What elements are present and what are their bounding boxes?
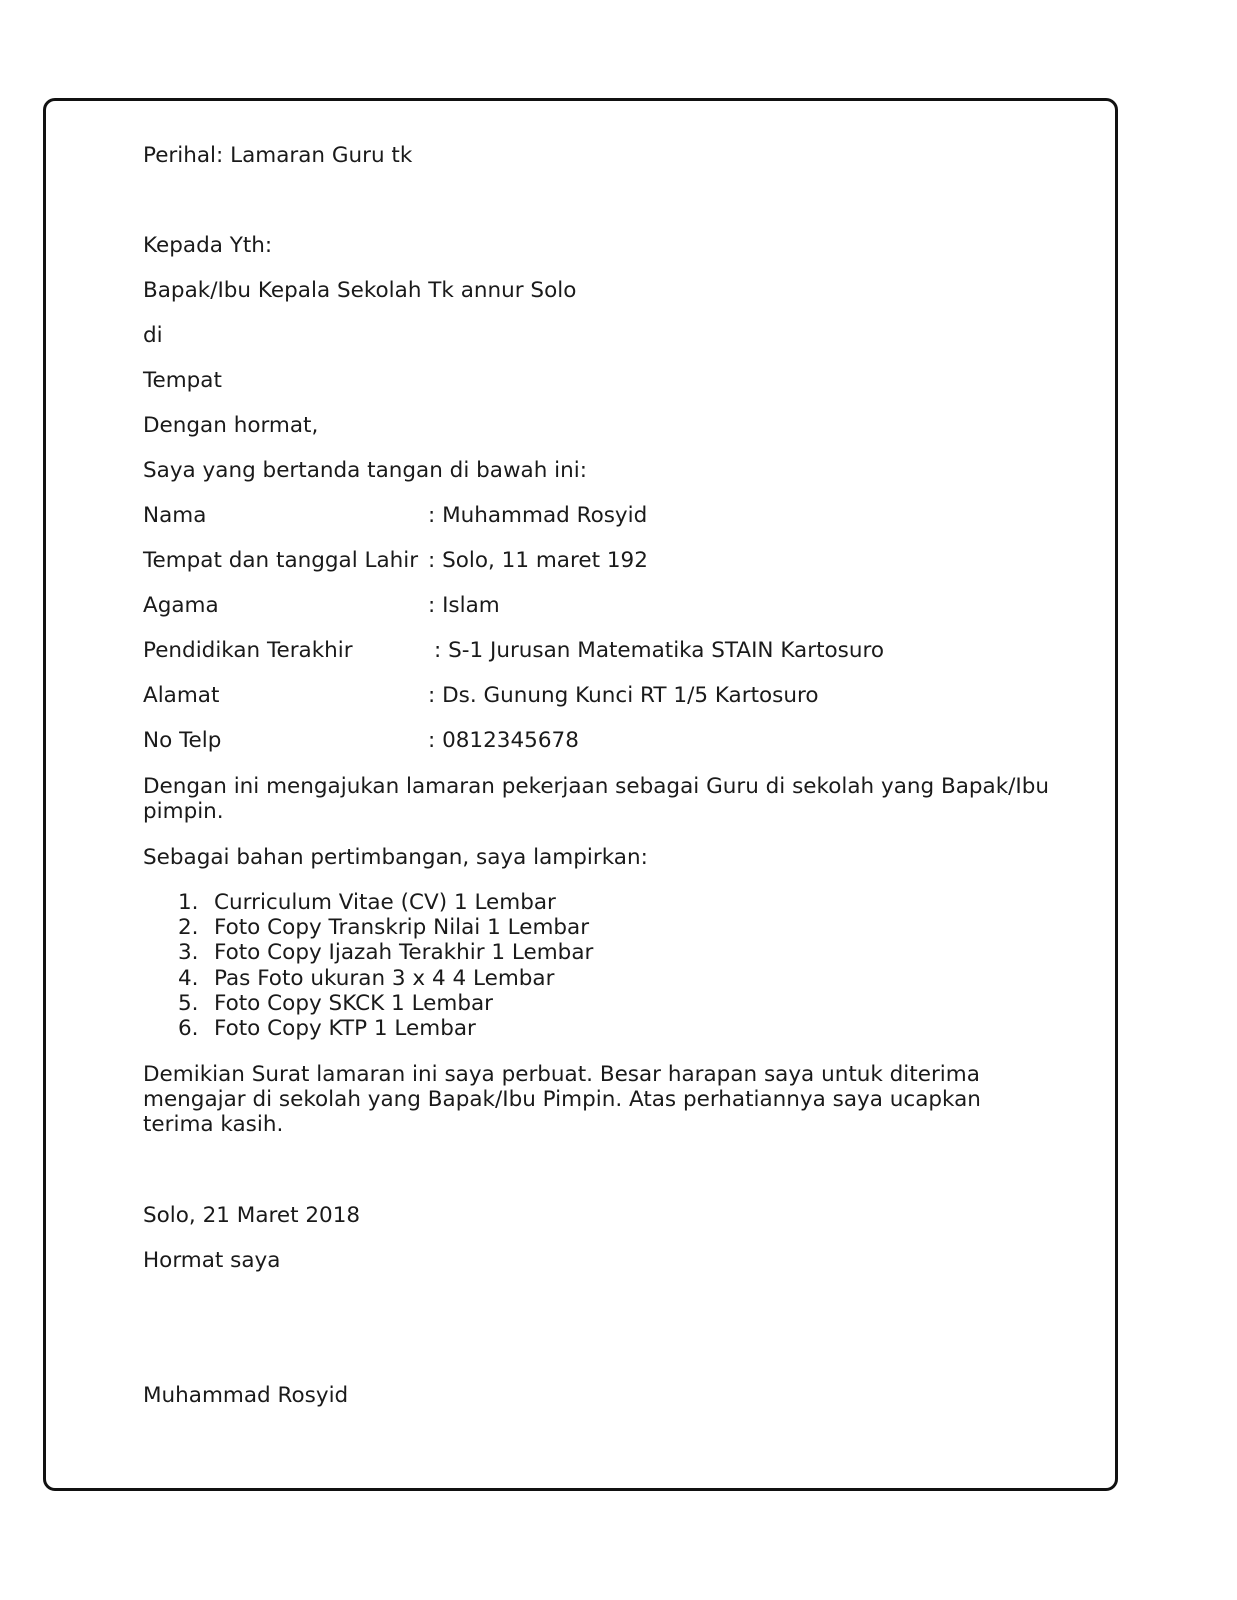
field-label: Nama — [143, 503, 207, 528]
recipient-di: di — [143, 323, 163, 348]
list-number: 2. — [178, 915, 199, 941]
field-label: Agama — [143, 593, 219, 618]
field-row-ttl — [143, 548, 648, 573]
list-item — [178, 940, 593, 965]
field-row-agama — [143, 593, 500, 618]
application-paragraph: Dengan ini mengajukan lamaran pekerjaan sebagai Guru di sekolah yang Bapak/Ibu pimpin. — [143, 774, 1050, 824]
field-value: : Islam — [428, 593, 500, 618]
recipient-place: Tempat — [143, 368, 222, 393]
list-item — [178, 991, 593, 1016]
intro-line: Saya yang bertanda tangan di bawah ini: — [143, 458, 587, 483]
list-number: 5. — [178, 990, 199, 1016]
field-value: : Solo, 11 maret 192 — [428, 548, 648, 573]
attachments-list — [178, 890, 593, 1041]
field-value: : Ds. Gunung Kunci RT 1/5 Kartosuro — [428, 683, 819, 708]
list-text: Foto Copy Transkrip Nilai 1 Lembar — [214, 915, 590, 941]
list-item — [178, 915, 593, 940]
recipient-greeting: Kepada Yth: — [143, 233, 273, 258]
field-value: : Muhammad Rosyid — [428, 503, 648, 528]
list-number: 6. — [178, 1015, 199, 1041]
subject-line: Perihal: Lamaran Guru tk — [143, 143, 413, 168]
field-row-pendidikan — [143, 638, 884, 663]
list-number: 3. — [178, 940, 199, 966]
list-text: Foto Copy KTP 1 Lembar — [214, 1015, 476, 1041]
field-label: Alamat — [143, 683, 220, 708]
signatory-name: Muhammad Rosyid — [143, 1383, 349, 1408]
list-text: Foto Copy SKCK 1 Lembar — [214, 990, 494, 1016]
list-text: Foto Copy Ijazah Terakhir 1 Lembar — [214, 940, 594, 966]
list-text: Curriculum Vitae (CV) 1 Lembar — [214, 890, 556, 915]
recipient-name: Bapak/Ibu Kepala Sekolah Tk annur Solo — [143, 278, 577, 303]
list-item — [178, 966, 593, 991]
field-row-alamat — [143, 683, 819, 708]
field-label: No Telp — [143, 728, 222, 753]
field-label: Tempat dan tanggal Lahir — [143, 548, 419, 573]
field-value: : 0812345678 — [428, 728, 579, 753]
field-value: : S-1 Jurusan Matematika STAIN Kartosuro — [434, 638, 884, 663]
field-label: Pendidikan Terakhir — [143, 638, 353, 663]
list-number: 4. — [178, 965, 199, 991]
regards-line: Hormat saya — [143, 1248, 281, 1273]
closing-paragraph: Demikian Surat lamaran ini saya perbuat. Besar harapan saya untuk diterima mengajar di sekolah yang Bapak/Ibu Pimpin. Atas perhatiannya saya ucapkan terima kasih. — [143, 1062, 981, 1137]
list-item — [178, 1016, 593, 1041]
list-number: 1. — [178, 890, 199, 915]
field-row-telp — [143, 728, 579, 753]
list-item — [178, 890, 593, 915]
attachments-intro: Sebagai bahan pertimbangan, saya lampirkan: — [143, 845, 648, 870]
field-row-nama — [143, 503, 647, 528]
opening-salutation: Dengan hormat, — [143, 413, 319, 438]
letter-date: Solo, 21 Maret 2018 — [143, 1203, 361, 1228]
list-text: Pas Foto ukuran 3 x 4 4 Lembar — [214, 965, 555, 991]
